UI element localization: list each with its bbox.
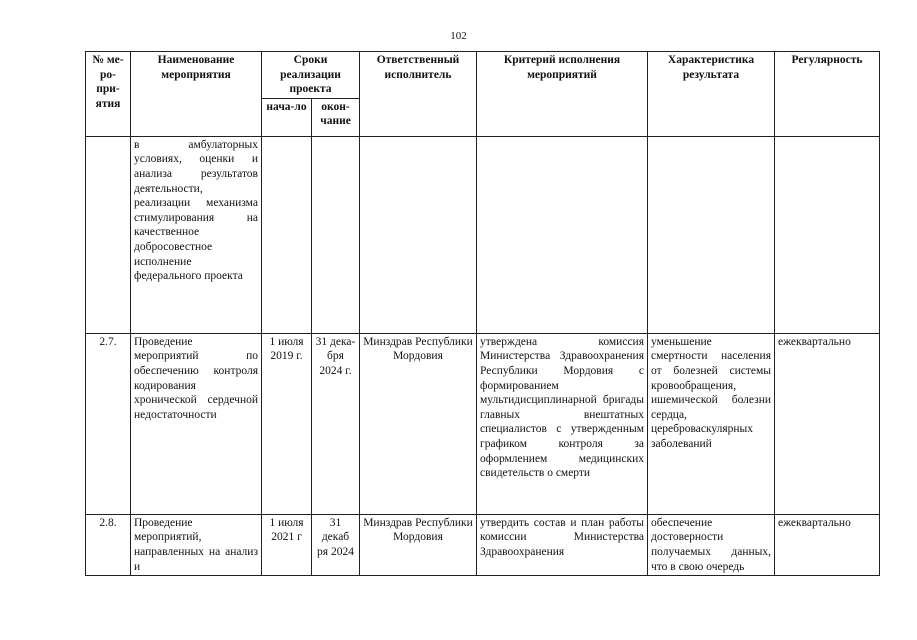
header-end: окон-чание [312, 98, 360, 136]
row-num: 2.7. [86, 333, 131, 514]
header-start: нача-ло [262, 98, 312, 136]
row-result [648, 136, 775, 333]
row-regularity: ежеквартально [775, 333, 880, 514]
row-end: 31 дека-бря 2024 г. [312, 333, 360, 514]
row-start [262, 136, 312, 333]
header-responsible: Ответственный исполнитель [360, 52, 477, 137]
row-criterion [477, 136, 648, 333]
row-start: 1 июля 2021 г [262, 514, 312, 575]
page-number: 102 [450, 30, 467, 42]
row-name: Проведение мероприятий, направленных на анализ и [131, 514, 262, 575]
row-responsible: Минздрав Республики Мордовия [360, 514, 477, 575]
header-name: Наименование мероприятия [131, 52, 262, 137]
row-regularity [775, 136, 880, 333]
row-num [86, 136, 131, 333]
row-criterion: утвердить состав и план работы комиссии Министерства Здравоохранения [477, 514, 648, 575]
header-criterion: Критерий исполнения мероприятий [477, 52, 648, 137]
row-name: в амбулаторных условиях, оценки и анализа результатов деятельности, реализации механизма стимулирования на качественное добросовестное исполнение федерального проекта [131, 136, 262, 333]
header-regularity: Регулярность [775, 52, 880, 137]
header-result: Характеристика результата [648, 52, 775, 137]
row-criterion: утверждена комиссия Министерства Здравоохранения Республики Мордовия с формированием мультидисциплинарной бригады главных внештатных специалистов с утвержденным графиком контроля за оформлением медицинских свидетельств о смерти [477, 333, 648, 514]
row-responsible [360, 136, 477, 333]
row-regularity: ежеквартально [775, 514, 880, 575]
measures-table [85, 51, 880, 576]
row-num: 2.8. [86, 514, 131, 575]
row-end [312, 136, 360, 333]
row-name: Проведение мероприятий по обеспечению контроля кодирования хронической сердечной недостаточности [131, 333, 262, 514]
header-num: № ме-ро-при-ятия [86, 52, 131, 137]
table-row [86, 333, 880, 514]
table-row [86, 514, 880, 575]
header-terms: Сроки реализации проекта [262, 52, 360, 99]
row-result: обеспечение достоверности получаемых данных, что в свою очередь [648, 514, 775, 575]
row-result: уменьшение смертности населения от болезней системы кровообращения, ишемической болезни сердца, цереброваскулярных заболеваний [648, 333, 775, 514]
table-row [86, 136, 880, 333]
header-row [86, 52, 880, 99]
row-start: 1 июля 2019 г. [262, 333, 312, 514]
row-responsible: Минздрав Республики Мордовия [360, 333, 477, 514]
row-end: 31 декаб ря 2024 [312, 514, 360, 575]
